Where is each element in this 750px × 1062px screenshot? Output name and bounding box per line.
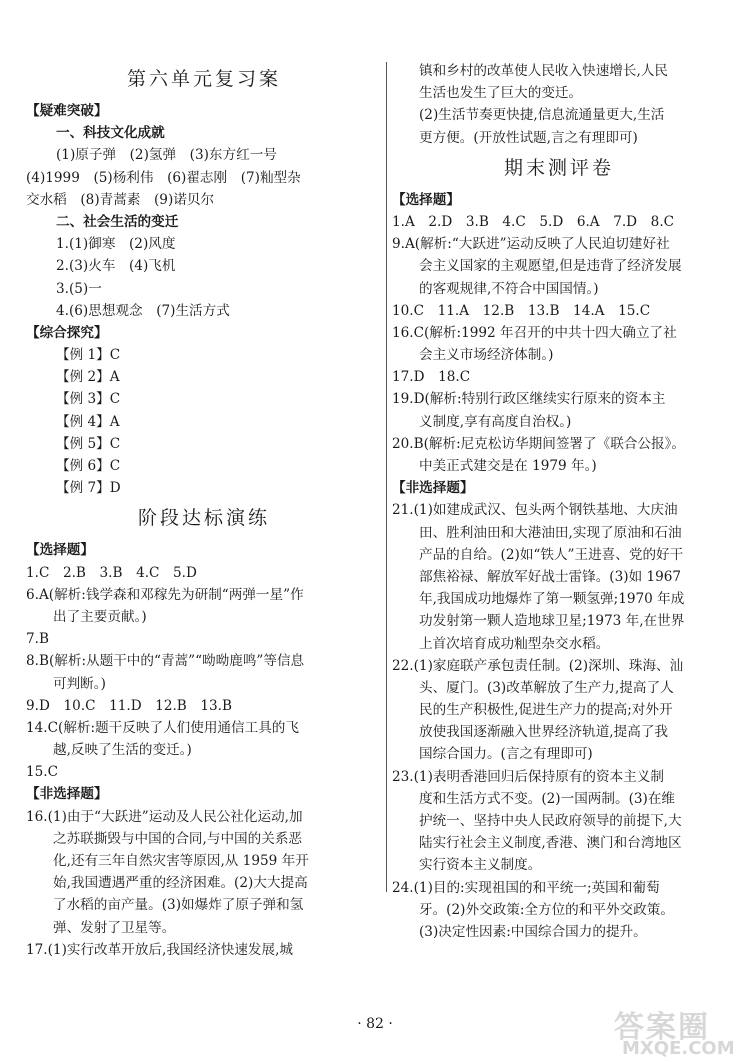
answer-line: 16.(1)由于“大跃进”运动及人民公社化运动,加 [26, 808, 303, 825]
answer-continuation: 产品的自给。(2)如“铁人”王进喜、党的好干 [419, 546, 684, 563]
subsection-heading: 二、社会生活的变迁 [56, 213, 179, 230]
answer-continuation: 功发射第一颗人造地球卫星;1973 年,在世界 [419, 613, 685, 630]
answer-line: 交水稻 (8)青蒿素 (9)诺贝尔 [26, 191, 215, 208]
answer-continuation: 之苏联撕毁与中国的合同,与中国的关系恶 [53, 830, 303, 847]
section-heading: 【疑难突破】 [26, 103, 108, 119]
answer-line: 3.(5)一 [56, 280, 102, 297]
answer-line: 【例 4】A [56, 413, 120, 430]
left-column [26, 60, 382, 961]
answer-continuation: 的客观规律,不符合中国国情。) [419, 280, 599, 297]
answer-line: 10.C 11.A 12.B 13.B 14.A 15.C [392, 302, 651, 319]
answer-continuation: 会主义国家的主观愿望,但是违背了经济发展 [419, 258, 682, 275]
answer-continuation: 化,还有三年自然灾害等原因,从 1959 年开 [53, 853, 309, 869]
answer-continuation: 会主义市场经济体制。) [419, 347, 554, 364]
answer-continuation: 了水稻的亩产量。(3)如爆炸了原子弹和氢 [53, 897, 304, 914]
section-heading: 【选择题】 [26, 542, 94, 559]
answer-line: 22.(1)家庭联产承包责任制。(2)深圳、珠海、汕 [392, 657, 684, 674]
answer-continuation: 镇和乡村的改革使人民收入快速增长,人民 [419, 63, 669, 79]
answer-continuation: 越,反映了生活的变迁。) [53, 742, 192, 759]
answer-line: 9.D 10.C 11.D 12.B 13.B [26, 697, 232, 714]
answer-line: 【例 5】C [56, 435, 121, 452]
answer-continuation: 国综合国力。(言之有理即可) [419, 746, 593, 763]
page-number: · 82 · [357, 1016, 393, 1032]
answer-continuation: 义制度,享有高度自治权。) [419, 413, 572, 430]
answer-line: 【例 6】C [56, 458, 121, 474]
answer-continuation: 生活也发生了巨大的变迁。 [419, 85, 583, 102]
answer-continuation: 放使我国逐渐融入世界经济轨道,提高了我 [419, 724, 669, 741]
answer-continuation: 更方便。(开放性试题,言之有理即可) [419, 129, 638, 146]
answer-continuation: (2)生活节奏更快捷,信息流通量更大,生活 [419, 107, 665, 124]
watermark-top-text: 答案圈 [614, 1010, 710, 1045]
answer-continuation: (3)决定性因素:中国综合国力的提升。 [419, 923, 647, 940]
watermark-bottom-text: MXQE.COM [622, 1038, 735, 1059]
section-title: 期末测评卷 [503, 156, 614, 179]
answer-line: 【例 7】D [56, 480, 121, 497]
answer-line: 【例 1】C [56, 347, 121, 364]
answer-line: (1)原子弹 (2)氢弹 (3)东方红一号 [56, 147, 277, 164]
answer-line: 16.C(解析:1992 年召开的中共十四大确立了社 [392, 324, 677, 341]
answer-continuation: 上首次培育成功籼型杂交水稻。 [419, 635, 610, 652]
section-heading: 【选择题】 [392, 191, 460, 208]
section-heading: 【非选择题】 [26, 786, 108, 803]
answer-continuation: 度和生活方式不变。(2)一国两制。(3)在维 [419, 790, 676, 807]
answer-continuation: 陆实行社会主义制度,香港、澳门和台湾地区 [419, 835, 682, 852]
answer-line: 7.B [26, 631, 49, 648]
answer-line: 1.C 2.B 3.B 4.C 5.D [26, 564, 197, 581]
answer-continuation: 牙。(2)外交政策:全方位的和平外交政策。 [419, 901, 674, 918]
answer-line: 1.A 2.D 3.B 4.C 5.D 6.A 7.D 8.C [392, 213, 675, 230]
answer-line: 9.A(解析:“大跃进”运动反映了人民迫切建好社 [392, 236, 670, 253]
section-heading: 【非选择题】 [392, 480, 474, 497]
column-divider [386, 62, 387, 892]
answer-continuation: 年,我国成功地爆炸了第一颗氢弹;1970 年成 [419, 591, 685, 608]
answer-line: 6.A(解析:钱学森和邓稼先为研制“两弹一星”作 [26, 586, 304, 603]
answer-line: (4)1999 (5)杨利伟 (6)翟志刚 (7)籼型杂 [26, 169, 301, 186]
section-heading: 【综合探究】 [26, 324, 108, 341]
answer-line: 17.D 18.C [392, 369, 471, 386]
subsection-heading: 一、科技文化成就 [56, 125, 165, 142]
right-column [392, 60, 726, 943]
answer-line: 【例 2】A [56, 369, 120, 386]
answer-line: 8.B(解析:从题干中的“青蒿”“呦呦鹿鸣”等信息 [26, 653, 305, 670]
answer-line: 4.(6)思想观念 (7)生活方式 [56, 302, 230, 319]
answer-line: 2.(3)火车 (4)飞机 [56, 258, 176, 275]
watermark-logo [600, 1000, 748, 1060]
answer-line: 19.D(解析:特别行政区继续实行原来的资本主 [392, 391, 666, 408]
answer-line: 14.C(解析:题干反映了人们使用通信工具的飞 [26, 719, 299, 736]
answer-continuation: 始,我国遭遇严重的经济困难。(2)大大提高 [53, 875, 308, 892]
answer-continuation: 部焦裕禄、解放军好战士雷锋。(3)如 1967 [419, 568, 682, 585]
answer-line: 1.(1)御寒 (2)风度 [56, 236, 176, 253]
answer-continuation: 中美正式建交是在 1979 年。) [419, 458, 597, 474]
answer-continuation: 民的生产积极性,促进生产力的提高;对外开 [419, 702, 673, 719]
answer-line: 21.(1)如建成武汉、包头两个钢铁基地、大庆油 [392, 502, 678, 519]
answer-line: 20.B(解析:尼克松访华期间签署了《联合公报》。 [392, 435, 685, 452]
answer-line: 【例 3】C [56, 391, 121, 408]
answer-continuation: 出了主要贡献。) [53, 608, 147, 625]
answer-line: 17.(1)实行改革开放后,我国经济快速发展,城 [26, 941, 294, 958]
answer-continuation: 可判断。) [53, 675, 106, 692]
answer-line: 24.(1)目的:实现祖国的和平统一;英国和葡萄 [392, 879, 660, 896]
answer-continuation: 实行资本主义制度。 [419, 857, 542, 874]
answer-continuation: 田、胜利油田和大港油田,实现了原油和石油 [419, 524, 682, 541]
answer-continuation: 弹、发射了卫星等。 [53, 919, 176, 936]
section-title: 第六单元复习案 [126, 68, 281, 90]
answer-continuation: 头、厦门。(3)改革解放了生产力,提高了人 [419, 679, 674, 696]
answer-line: 23.(1)表明香港回归后保持原有的资本主义制 [392, 768, 664, 785]
answer-line: 15.C [26, 764, 59, 781]
answer-continuation: 护统一、坚持中央人民政府领导的前提下,大 [419, 813, 682, 829]
section-title: 阶段达标演练 [137, 507, 270, 530]
